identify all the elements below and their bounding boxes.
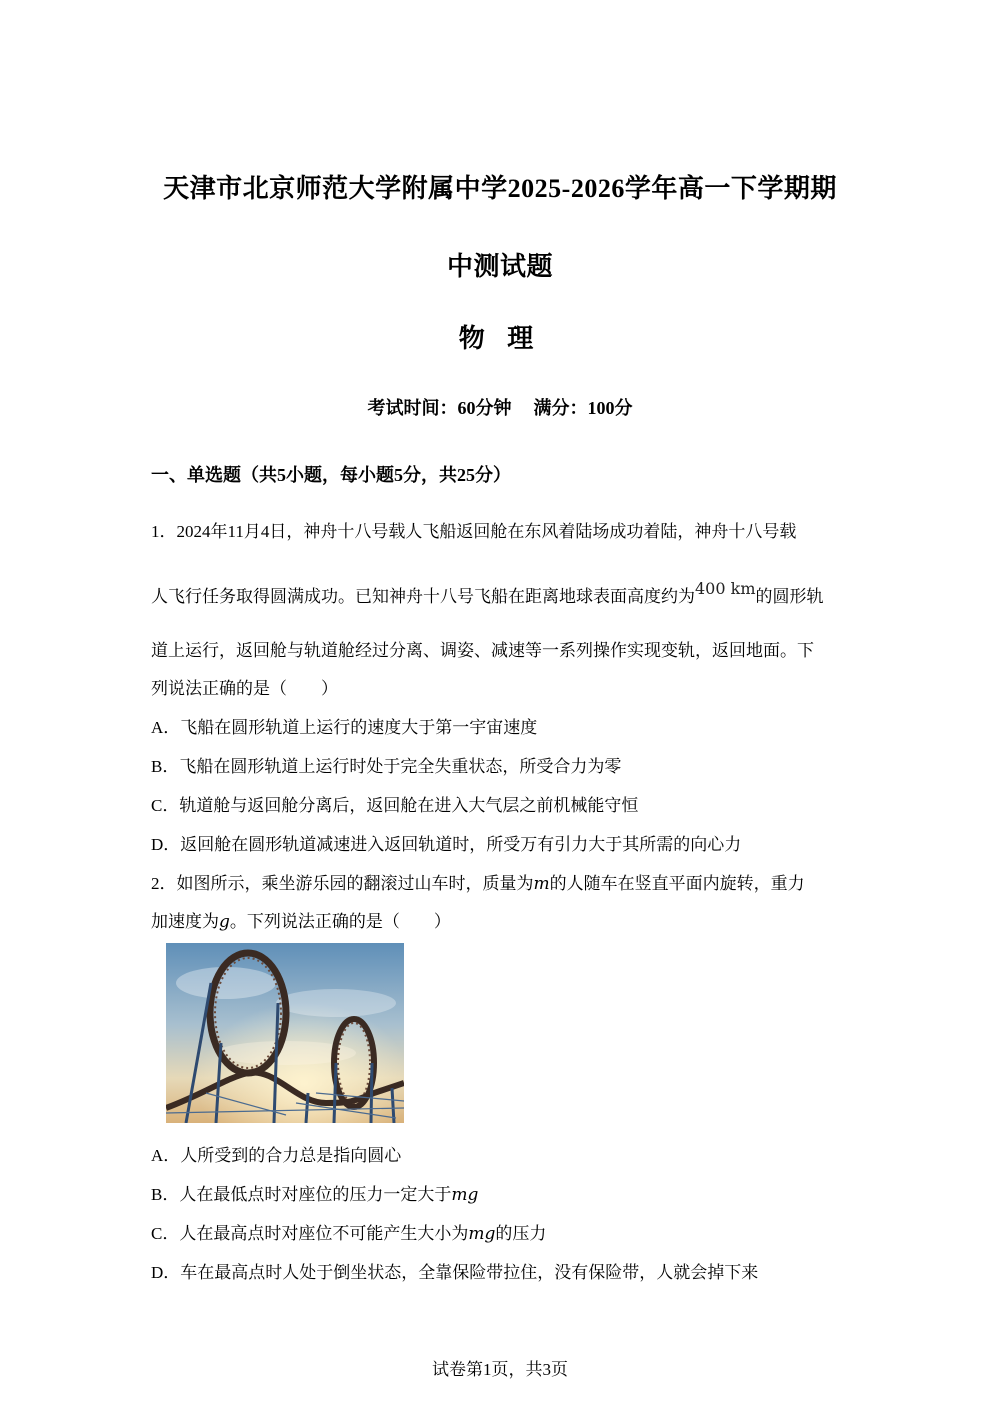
exam-time: 考试时间：60分钟 (367, 398, 512, 418)
exam-title-line1: 天津市北京师范大学附属中学2025-2026学年高一下学期期 (163, 174, 837, 203)
roller-coaster-illustration (166, 943, 404, 1123)
page-footer: 试卷第1页，共3页 (432, 1360, 568, 1379)
q1-stem-line4: 列说法正确的是（ ） (151, 679, 338, 698)
q1-stem-line3: 道上运行，返回舱与轨道舱经过分离、调姿、减速等一系列操作实现变轨，返回地面。下 (151, 641, 814, 660)
q2-stem-text-b: 的人随车在竖直平面内旋转，重力 (549, 874, 805, 893)
mg-variable: mg (451, 1185, 479, 1205)
q2-option-b (151, 1180, 478, 1205)
q2-stem-text-a: 2．如图所示，乘坐游乐园的翻滚过山车时，质量为 (151, 874, 534, 893)
q2-option-a: A．人所受到的合力总是指向圆心 (151, 1146, 402, 1165)
q2-stem-text-c: 加速度为 (151, 912, 219, 931)
q1-option-d: D．返回舱在圆形轨道减速进入返回轨道时，所受万有引力大于其所需的向心力 (151, 835, 742, 854)
q1-stem-text-b: 的圆形轨 (755, 587, 824, 606)
q2-stem-line1 (151, 869, 805, 894)
section-heading: 一、单选题（共5小题，每小题5分，共25分） (151, 465, 511, 485)
exam-meta (0, 394, 1000, 420)
q1-stem-line2 (151, 579, 824, 607)
mass-variable: m (533, 874, 550, 894)
exam-title-line2: 中测试题 (446, 252, 553, 281)
q2-option-c (151, 1219, 546, 1244)
q2-stem-line2 (151, 907, 451, 932)
subject-title: 物 理 (458, 324, 542, 353)
q1-stem-text-a: 人飞行任务取得圆满成功。已知神舟十八号飞船在距离地球表面高度约为 (151, 587, 695, 606)
q1-option-a: A．飞船在圆形轨道上运行的速度大于第一宇宙速度 (151, 718, 538, 737)
q2-option-c-text-a: C．人在最高点时对座位不可能产生大小为 (151, 1224, 469, 1243)
full-score: 满分：100分 (533, 398, 633, 418)
q2-option-d: D．车在最高点时人处于倒坐状态，全靠保险带拉住，没有保险带，人就会掉下来 (151, 1263, 759, 1282)
altitude-value: 400 km (695, 579, 756, 598)
q1-stem-line1: 1．2024年11月4日，神舟十八号载人飞船返回舱在东风着陆场成功着陆，神舟十八号载 (151, 522, 797, 541)
q1-option-b: B．飞船在圆形轨道上运行时处于完全失重状态，所受合力为零 (151, 757, 622, 776)
q2-option-b-text: B．人在最低点时对座位的压力一定大于 (151, 1185, 452, 1204)
mg-variable: mg (468, 1224, 496, 1244)
roller-coaster-photo (166, 943, 404, 1123)
gravity-variable: g (219, 912, 230, 932)
q1-option-c: C．轨道舱与返回舱分离后，返回舱在进入大气层之前机械能守恒 (151, 796, 639, 815)
q2-stem-text-d: 。下列说法正确的是（ ） (229, 912, 451, 931)
q2-option-c-text-b: 的压力 (495, 1224, 547, 1243)
